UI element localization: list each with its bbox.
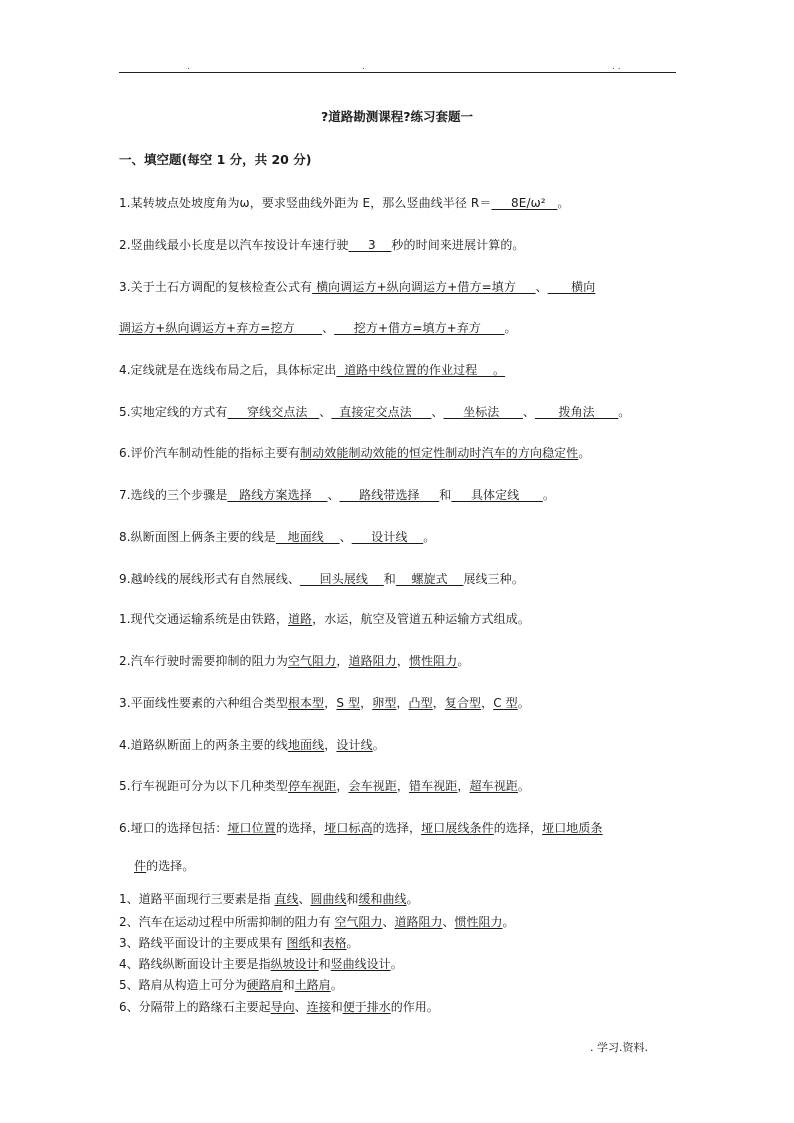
answer-blank: 直接定交点法 <box>331 405 432 419</box>
page-footer: . 学习.资料. <box>590 1041 648 1054</box>
answer-blank: 地面线 <box>275 530 340 544</box>
answer-blank: 圆曲线 <box>310 892 347 906</box>
answer-blank: 路线带选择 <box>339 488 440 502</box>
answer-blank: 空气阻力 <box>287 654 337 668</box>
answer-blank: 根本型 <box>287 696 325 710</box>
answer-blank: 空气阻力 <box>334 915 383 929</box>
part2-question-6-continued: 件的选择。 <box>134 859 195 873</box>
answer-blank: 8E/ω² <box>491 196 558 210</box>
header-dot-center: . <box>362 62 365 72</box>
answer-blank: 连接 <box>306 1000 331 1014</box>
part2-question-4: 4.道路纵断面上的两条主要的线地面线，设计线。 <box>119 738 385 752</box>
part2-question-5: 5.行车视距可分为以下几种类型停车视距，会车视距，错车视距，超车视距。 <box>119 779 531 793</box>
answer-blank: 硬路肩 <box>246 978 283 992</box>
answer-blank: 惯性阻力 <box>454 915 503 929</box>
answer-blank: 道路阻力 <box>394 915 443 929</box>
answer-blank: 导向 <box>270 1000 295 1014</box>
answer-blank: 凸型 <box>408 696 433 710</box>
answer-blank: 垭口地质条 <box>542 821 603 835</box>
question-3-continued: 调运方+纵向调运方+弃方=挖方 、 挖方+借方=填方+弃方 。 <box>119 321 517 335</box>
question-6: 6.评价汽车制动性能的指标主要有制动效能制动效能的恒定性制动时汽车的方向稳定性。 <box>119 446 591 460</box>
part3-question-5: 5、路肩从构造上可分为硬路肩和土路肩。 <box>119 978 343 992</box>
answer-blank: 道路中线位置的作业过程 。 <box>336 363 506 377</box>
part2-question-6: 6.垭口的选择包括：垭口位置的选择，垭口标高的选择，垭口展线条件的选择，垭口地质条 <box>119 821 603 835</box>
answer-blank: 调运方+纵向调运方+弃方=挖方 <box>119 321 323 335</box>
answer-blank: 道路阻力 <box>348 654 397 668</box>
answer-blank: 回头展线 <box>300 572 384 586</box>
answer-blank: 制动效能制动效能的恒定性制动时汽车的方向稳定性 <box>300 446 579 460</box>
answer-blank: 拨角法 <box>534 405 619 419</box>
answer-blank: 会车视距 <box>348 779 397 793</box>
answer-blank: 垭口标高 <box>324 821 373 835</box>
answer-blank: 设计线 <box>336 738 373 752</box>
part2-question-2: 2.汽车行驶时需要抑制的阻力为空气阻力，道路阻力，惯性阻力。 <box>119 654 470 668</box>
answer-blank: 坐标法 <box>443 405 523 419</box>
header-dot-right: . . <box>612 62 621 72</box>
answer-blank: 垭口位置 <box>227 821 276 835</box>
answer-blank: S 型 <box>336 696 361 710</box>
part3-question-4: 4、路线纵断面设计主要是指纵坡设计和竖曲线设计。 <box>119 957 403 971</box>
header-dot-left: . <box>187 62 190 72</box>
answer-blank: 缓和曲线 <box>358 892 407 906</box>
answer-blank: 表格 <box>322 936 347 950</box>
answer-blank: 便于排水 <box>342 1000 391 1014</box>
question-1: 1.某转坡点处坡度角为ω，要求竖曲线外距为 E，那么竖曲线半径 R＝ 8E/ω² 。 <box>119 196 570 210</box>
answer-blank: 惯性阻力 <box>408 654 458 668</box>
answer-blank: 土路肩 <box>294 978 331 992</box>
answer-blank: 卵型 <box>372 696 397 710</box>
answer-blank: 垭口展线条件 <box>421 821 494 835</box>
answer-blank: 件 <box>134 859 147 873</box>
document-title: ?道路勘测课程?练习套题一 <box>320 109 473 124</box>
answer-blank: 停车视距 <box>287 779 337 793</box>
answer-blank: 图纸 <box>286 936 311 950</box>
part3-question-6: 6、分隔带上的路缘石主要起导向、连接和便于排水的作用。 <box>119 1000 439 1014</box>
question-9: 9.越岭线的展线形式有自然展线、 回头展线 和 螺旋式 展线三种。 <box>119 572 524 586</box>
section-heading: 一、填空题(每空 1 分，共 20 分) <box>119 152 312 167</box>
answer-blank: 路线方案选择 <box>227 488 328 502</box>
question-8: 8.纵断面图上俩条主要的线是 地面线 、 设计线 。 <box>119 530 436 544</box>
answer-blank: 设计线 <box>351 530 424 544</box>
answer-blank: 竖曲线设计 <box>330 957 391 971</box>
answer-blank: 横向 <box>547 280 596 294</box>
part2-question-3: 3.平面线性要素的六种组合类型根本型，S 型，卵型，凸型，复合型，C 型。 <box>119 696 530 710</box>
answer-blank: 复合型 <box>444 696 482 710</box>
answer-blank: 螺旋式 <box>395 572 464 586</box>
question-7: 7.选线的三个步骤是 路线方案选择 、 路线带选择 和 具体定线 。 <box>119 488 555 502</box>
question-5: 5.实地定线的方式有 穿线交点法 、 直接定交点法 、 坐标法 、 拨角法 。 <box>119 405 631 419</box>
question-4: 4.定线就是在选线布局之后，具体标定出 道路中线位置的作业过程 。 <box>119 363 506 377</box>
part2-question-1: 1.现代交通运输系统是由铁路，道路，水运，航空及管道五种运输方式组成。 <box>119 612 530 626</box>
answer-blank: 错车视距 <box>408 779 458 793</box>
answer-blank: C 型 <box>493 696 518 710</box>
answer-blank: 横向调运方+纵向调运方+借方=填方 <box>312 280 536 294</box>
question-2: 2.竖曲线最小长度是以汽车按设计车速行驶 3 秒的时间来进展计算的。 <box>119 238 525 252</box>
answer-blank: 直线 <box>274 892 299 906</box>
header-rule <box>119 72 676 73</box>
answer-blank: 具体定线 <box>451 488 543 502</box>
answer-blank: 挖方+借方=填方+弃方 <box>334 321 505 335</box>
part3-question-2: 2、汽车在运动过程中所需抑制的阻力有 空气阻力、道路阻力、惯性阻力。 <box>119 915 515 929</box>
question-3: 3.关于土石方调配的复核检查公式有 横向调运方+纵向调运方+借方=填方 、 横向 <box>119 280 596 294</box>
part3-question-3: 3、路线平面设计的主要成果有 图纸和表格。 <box>119 936 359 950</box>
answer-blank: 道路 <box>287 612 313 626</box>
answer-blank: 穿线交点法 <box>227 405 320 419</box>
answer-blank: 地面线 <box>287 738 325 752</box>
answer-blank: 超车视距 <box>469 779 518 793</box>
answer-blank: 纵坡设计 <box>270 957 319 971</box>
part3-question-1: 1、道路平面现行三要素是指 直线、圆曲线和缓和曲线。 <box>119 892 419 906</box>
answer-blank: 3 <box>348 238 392 252</box>
